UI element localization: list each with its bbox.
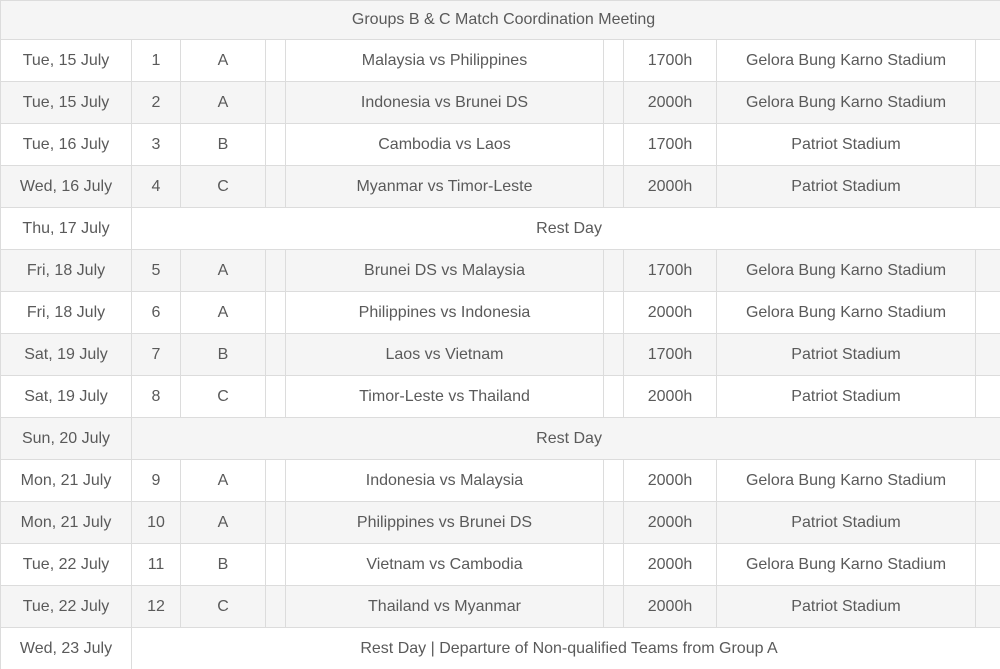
rest-day-note: Rest Day xyxy=(132,418,1000,460)
trailing-cell xyxy=(976,502,1000,544)
spacer-cell xyxy=(604,586,624,628)
spacer-cell xyxy=(266,82,286,124)
match-number-cell: 2 xyxy=(132,82,181,124)
date-cell: Mon, 21 July xyxy=(1,460,132,502)
venue-cell: Gelora Bung Karno Stadium xyxy=(717,250,976,292)
match-row xyxy=(1,376,1000,418)
match-row xyxy=(1,124,1000,166)
spacer-cell xyxy=(266,334,286,376)
match-row xyxy=(1,334,1000,376)
time-cell: 2000h xyxy=(624,292,717,334)
trailing-cell xyxy=(976,250,1000,292)
date-cell: Fri, 18 July xyxy=(1,292,132,334)
match-cell: Philippines vs Brunei DS xyxy=(286,502,604,544)
spacer-cell xyxy=(266,124,286,166)
date-cell: Wed, 16 July xyxy=(1,166,132,208)
group-cell: B xyxy=(181,544,266,586)
date-cell: Tue, 15 July xyxy=(1,82,132,124)
spacer-cell xyxy=(604,250,624,292)
match-number-cell: 10 xyxy=(132,502,181,544)
spacer-cell xyxy=(266,250,286,292)
time-cell: 2000h xyxy=(624,82,717,124)
rest-day-note: Rest Day xyxy=(132,208,1000,250)
group-cell: A xyxy=(181,292,266,334)
spacer-cell xyxy=(604,334,624,376)
trailing-cell xyxy=(976,166,1000,208)
venue-cell: Patriot Stadium xyxy=(717,124,976,166)
trailing-cell xyxy=(976,376,1000,418)
venue-cell: Patriot Stadium xyxy=(717,334,976,376)
group-cell: C xyxy=(181,166,266,208)
match-number-cell: 6 xyxy=(132,292,181,334)
venue-cell: Patriot Stadium xyxy=(717,502,976,544)
rest-day-row xyxy=(1,628,1000,669)
match-cell: Brunei DS vs Malaysia xyxy=(286,250,604,292)
spacer-cell xyxy=(604,544,624,586)
trailing-cell xyxy=(976,82,1000,124)
time-cell: 1700h xyxy=(624,250,717,292)
spacer-cell xyxy=(266,544,286,586)
rest-day-row xyxy=(1,208,1000,250)
venue-cell: Gelora Bung Karno Stadium xyxy=(717,40,976,82)
group-cell: A xyxy=(181,82,266,124)
match-cell: Timor-Leste vs Thailand xyxy=(286,376,604,418)
match-row xyxy=(1,460,1000,502)
trailing-cell xyxy=(976,334,1000,376)
time-cell: 2000h xyxy=(624,586,717,628)
date-cell: Thu, 17 July xyxy=(1,208,132,250)
schedule-header: Groups B & C Match Coordination Meeting xyxy=(1,1,1000,40)
group-cell: A xyxy=(181,502,266,544)
match-number-cell: 9 xyxy=(132,460,181,502)
spacer-cell xyxy=(604,40,624,82)
spacer-cell xyxy=(604,376,624,418)
spacer-cell xyxy=(266,292,286,334)
date-cell: Tue, 15 July xyxy=(1,40,132,82)
match-row xyxy=(1,502,1000,544)
date-cell: Tue, 22 July xyxy=(1,586,132,628)
time-cell: 2000h xyxy=(624,502,717,544)
time-cell: 2000h xyxy=(624,460,717,502)
rest-day-note: Rest Day | Departure of Non-qualified Teams from Group A xyxy=(132,628,1000,669)
time-cell: 2000h xyxy=(624,376,717,418)
match-row xyxy=(1,250,1000,292)
match-cell: Thailand vs Myanmar xyxy=(286,586,604,628)
match-cell: Laos vs Vietnam xyxy=(286,334,604,376)
spacer-cell xyxy=(604,460,624,502)
match-number-cell: 1 xyxy=(132,40,181,82)
match-row xyxy=(1,544,1000,586)
trailing-cell xyxy=(976,544,1000,586)
venue-cell: Patriot Stadium xyxy=(717,586,976,628)
trailing-cell xyxy=(976,124,1000,166)
match-cell: Malaysia vs Philippines xyxy=(286,40,604,82)
match-number-cell: 4 xyxy=(132,166,181,208)
date-cell: Sat, 19 July xyxy=(1,334,132,376)
venue-cell: Patriot Stadium xyxy=(717,376,976,418)
time-cell: 1700h xyxy=(624,334,717,376)
date-cell: Tue, 22 July xyxy=(1,544,132,586)
group-cell: A xyxy=(181,250,266,292)
group-cell: C xyxy=(181,586,266,628)
date-cell: Fri, 18 July xyxy=(1,250,132,292)
spacer-cell xyxy=(266,502,286,544)
spacer-cell xyxy=(266,166,286,208)
venue-cell: Gelora Bung Karno Stadium xyxy=(717,292,976,334)
rest-day-row xyxy=(1,418,1000,460)
spacer-cell xyxy=(266,376,286,418)
header-row xyxy=(1,1,1000,40)
spacer-cell xyxy=(604,292,624,334)
spacer-cell xyxy=(266,460,286,502)
match-cell: Cambodia vs Laos xyxy=(286,124,604,166)
match-row xyxy=(1,292,1000,334)
match-cell: Indonesia vs Malaysia xyxy=(286,460,604,502)
time-cell: 2000h xyxy=(624,544,717,586)
match-row xyxy=(1,82,1000,124)
time-cell: 1700h xyxy=(624,124,717,166)
group-cell: A xyxy=(181,40,266,82)
date-cell: Mon, 21 July xyxy=(1,502,132,544)
spacer-cell xyxy=(266,40,286,82)
match-cell: Vietnam vs Cambodia xyxy=(286,544,604,586)
spacer-cell xyxy=(266,586,286,628)
match-cell: Indonesia vs Brunei DS xyxy=(286,82,604,124)
match-number-cell: 3 xyxy=(132,124,181,166)
group-cell: B xyxy=(181,124,266,166)
time-cell: 2000h xyxy=(624,166,717,208)
match-number-cell: 7 xyxy=(132,334,181,376)
spacer-cell xyxy=(604,166,624,208)
match-number-cell: 5 xyxy=(132,250,181,292)
date-cell: Sat, 19 July xyxy=(1,376,132,418)
venue-cell: Gelora Bung Karno Stadium xyxy=(717,460,976,502)
spacer-cell xyxy=(604,124,624,166)
trailing-cell xyxy=(976,40,1000,82)
date-cell: Sun, 20 July xyxy=(1,418,132,460)
trailing-cell xyxy=(976,460,1000,502)
date-cell: Wed, 23 July xyxy=(1,628,132,669)
match-row xyxy=(1,40,1000,82)
match-number-cell: 12 xyxy=(132,586,181,628)
match-row xyxy=(1,586,1000,628)
spacer-cell xyxy=(604,82,624,124)
match-number-cell: 11 xyxy=(132,544,181,586)
spacer-cell xyxy=(604,502,624,544)
group-cell: A xyxy=(181,460,266,502)
match-cell: Myanmar vs Timor-Leste xyxy=(286,166,604,208)
trailing-cell xyxy=(976,292,1000,334)
group-cell: B xyxy=(181,334,266,376)
match-cell: Philippines vs Indonesia xyxy=(286,292,604,334)
trailing-cell xyxy=(976,586,1000,628)
venue-cell: Patriot Stadium xyxy=(717,166,976,208)
time-cell: 1700h xyxy=(624,40,717,82)
venue-cell: Gelora Bung Karno Stadium xyxy=(717,82,976,124)
match-row xyxy=(1,166,1000,208)
date-cell: Tue, 16 July xyxy=(1,124,132,166)
match-number-cell: 8 xyxy=(132,376,181,418)
venue-cell: Gelora Bung Karno Stadium xyxy=(717,544,976,586)
group-cell: C xyxy=(181,376,266,418)
